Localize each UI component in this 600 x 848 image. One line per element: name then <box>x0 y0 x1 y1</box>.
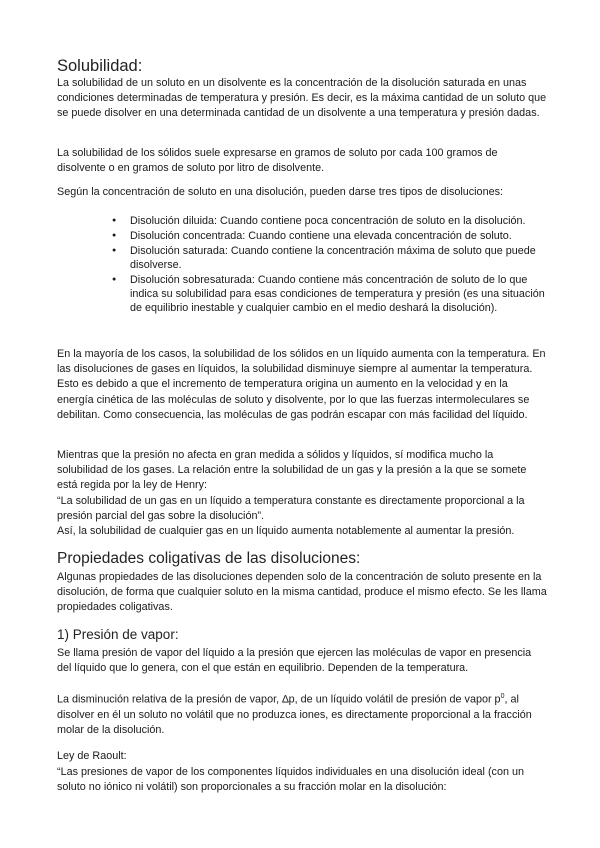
paragraph-solubility-units: La solubilidad de los sólidos suele expresarse en gramos de soluto por cada 100 gramos de disolvente o en gramos de soluto por litro de disolvente. <box>57 147 498 175</box>
raoult-law-label: Ley de Raoult: <box>57 750 127 762</box>
section-title-solubilidad: Solubilidad: <box>57 57 143 75</box>
subsection-title-presion-vapor: 1) Presión de vapor: <box>57 627 179 642</box>
text-fragment: La disminución relativa de la presión de vapor, ∆p, de un líquido volátil de presión de vapor p <box>57 693 501 706</box>
paragraph-solubility-definition: La solubilidad de un soluto en un disolvente es la concentración de la disolución saturada en unas condiciones determinadas de temperatura y presión. Es decir, es la máxima cantidad de un soluto que se puede disolver en una determinada cantidad de un disolvente a una temperatura y presión dadas. <box>57 77 547 120</box>
list-item: ● Disolución sobresaturada: Cuando contiene más concentración de soluto de lo que indica su solubilidad para esas condiciones de temperatura y presión (es una situación de equilibrio inestable y cualquier cambio en el medio deshará la disolución). <box>112 273 547 316</box>
paragraph-temperature-effect: En la mayoría de los casos, la solubilidad de los sólidos en un líquido aumenta con la temperatura. En las disoluciones de gases en líquidos, la solubilidad disminuye siempre al aumentar la temperatura. Esto es debido a que el incremento de temperatura origina un aumento en la velocidad y en la energía cinética de las moléculas de soluto y disolvente, por lo que las fuerzas intermoleculares se debilitan. Como consecuencia, las moléculas de gas podrán escapar con más facilidad del líquido. <box>57 348 546 421</box>
text-fragment: , al disolver en él un soluto no volátil que no produzca iones, es directamente proporcional a la fracción molar de la disolución. <box>57 693 532 736</box>
superscript: 0 <box>500 693 505 700</box>
paragraph-pressure-effect: Mientras que la presión no afecta en gran medida a sólidos y líquidos, sí modifica mucho la solubilidad de los gases. La relación entre la solubilidad de un gas y la presión a la que se somete está regida por la ley de Henry: <box>57 449 527 492</box>
solution-types-list <box>112 214 547 316</box>
paragraph-vapor-pressure-definition: Se llama presión de vapor del líquido a la presión que ejercen las moléculas de vapor en presencia del líquido que lo genera, con el que están en equilibrio. Dependen de la temperatura. <box>57 647 532 675</box>
paragraph-henry-conclusion: Así, la solubilidad de cualquier gas en un líquido aumenta notablemente al aumentar la presión. <box>57 525 515 538</box>
list-item: ● Disolución diluida: Cuando contiene poca concentración de soluto en la disolución. <box>112 214 547 228</box>
list-item: ● Disolución saturada: Cuando contiene la concentración máxima de soluto que puede disolverse. <box>112 244 547 272</box>
list-item: ● Disolución concentrada: Cuando contiene una elevada concentración de soluto. <box>112 229 547 243</box>
paragraph-colligative-definition: Algunas propiedades de las disoluciones dependen solo de la concentración de soluto presente en la disolución, de forma que cualquier soluto en la misma cantidad, produce el mismo efecto. Se les llama propiedades coligativas. <box>57 571 547 614</box>
raoult-law-quote: “Las presiones de vapor de los componentes líquidos individuales en una disolución ideal (con un soluto no iónico ni volátil) son proporcionales a su fracción molar en la disolución: <box>57 766 524 794</box>
henry-law-quote: “La solubilidad de un gas en un líquido a temperatura constante es directamente proporcional a la presión parcial del gas sobre la disolución”. <box>57 494 525 522</box>
section-title-coligativas: Propiedades coligativas de las disoluciones: <box>57 550 361 567</box>
paragraph-vapor-pressure-lowering <box>57 689 547 738</box>
paragraph-solution-types-intro: Según la concentración de soluto en una disolución, pueden darse tres tipos de disoluciones: <box>57 186 503 198</box>
henry-law-block <box>57 448 547 539</box>
